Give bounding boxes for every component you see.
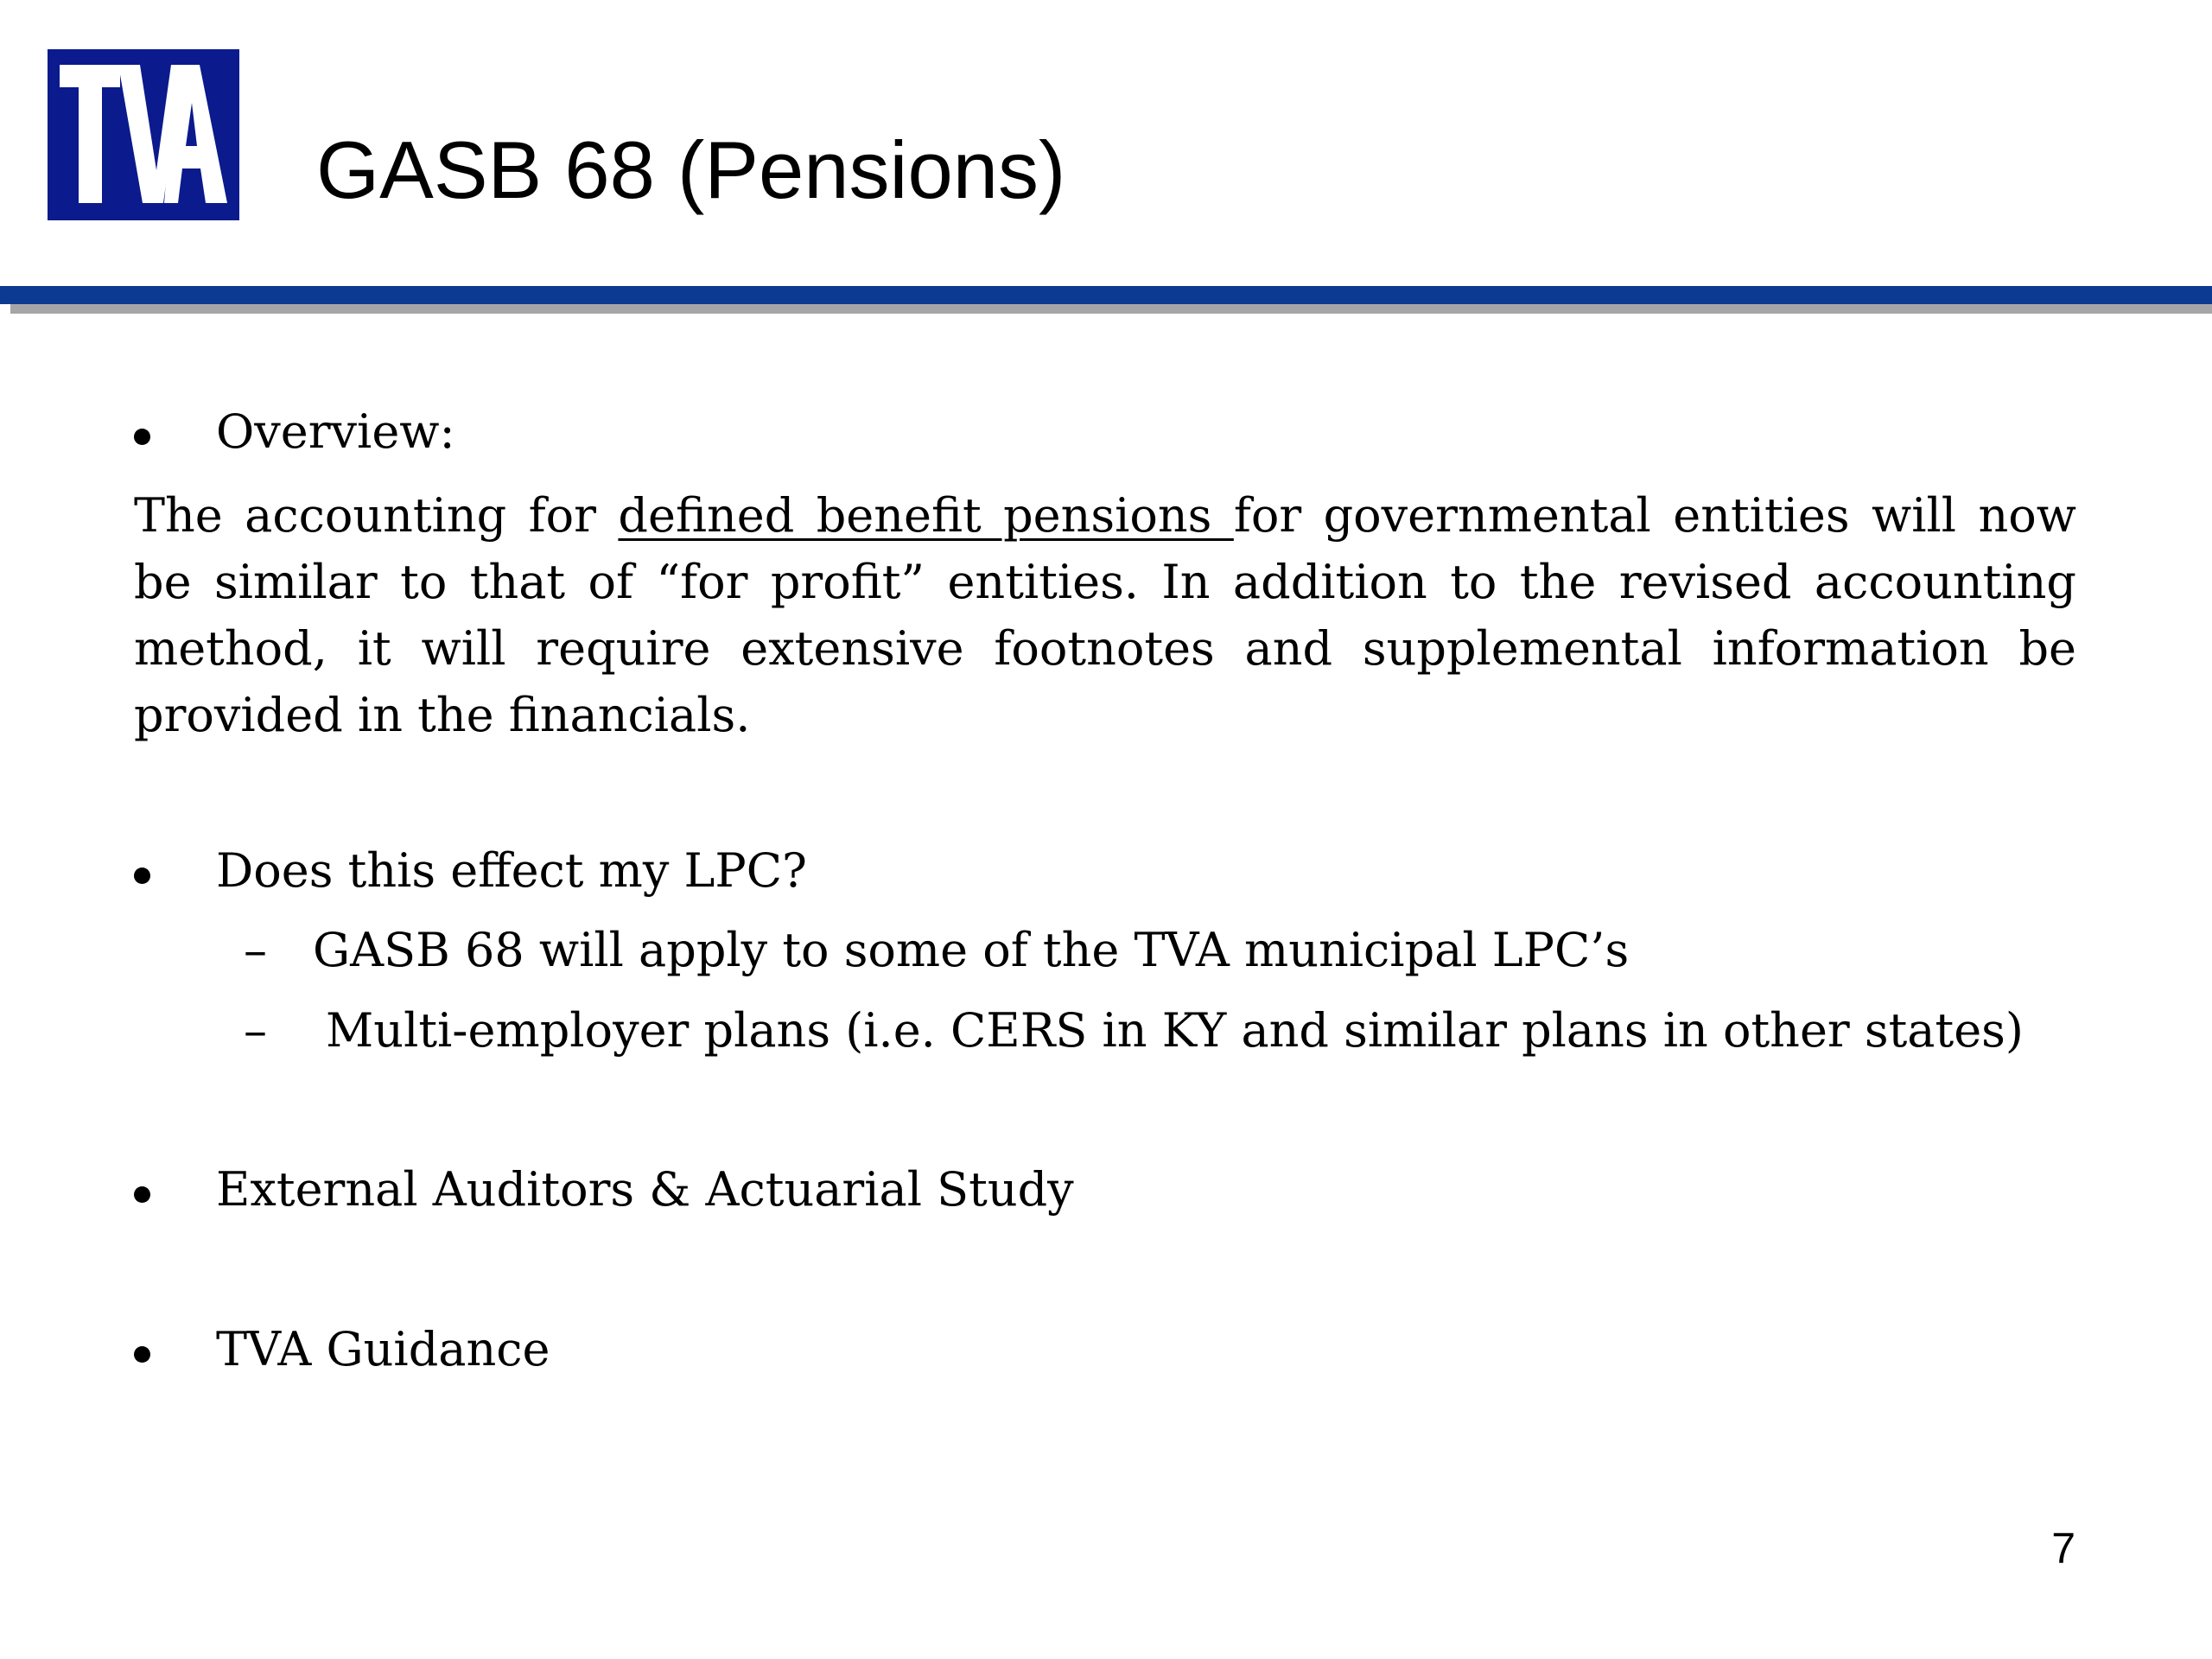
bullet-question-label: Does this effect my LPC? — [216, 843, 807, 898]
tva-logo-mark — [48, 49, 239, 220]
paragraph-lead: The accounting for — [134, 488, 619, 543]
slide-title: GASB 68 (Pensions) — [316, 124, 1066, 215]
bullet-dot — [134, 868, 150, 884]
bullet-guidance-label: TVA Guidance — [216, 1322, 550, 1376]
page-number: 7 — [2051, 1524, 2075, 1573]
bullet-overview-label: Overview: — [216, 404, 455, 459]
overview-paragraph — [134, 482, 2076, 748]
header-rule — [0, 286, 2212, 304]
bullet-dot — [134, 429, 150, 445]
bullet-auditors-label: External Auditors & Actuarial Study — [216, 1162, 1074, 1217]
sub-item-text: GASB 68 will apply to some of the TVA municipal LPC’s — [313, 923, 1630, 977]
paragraph-rest: for governmental entities will now be similar to that of “for profit” entities. In addition to the revised accounting method, it will require extensive footnotes and supplemental information be provided in the financials. — [134, 488, 2076, 742]
bullet-dot — [134, 1346, 150, 1363]
bullet-dot — [134, 1186, 150, 1203]
paragraph-underlined-term: defined benefit pensions — [618, 488, 1234, 543]
sub-item-text: Multi-employer plans (i.e. CERS in KY and similar plans in other states) — [326, 1003, 2024, 1058]
tva-logo — [48, 49, 239, 220]
sub-item-dash: – — [244, 1003, 267, 1058]
sub-item-dash: – — [244, 923, 267, 977]
